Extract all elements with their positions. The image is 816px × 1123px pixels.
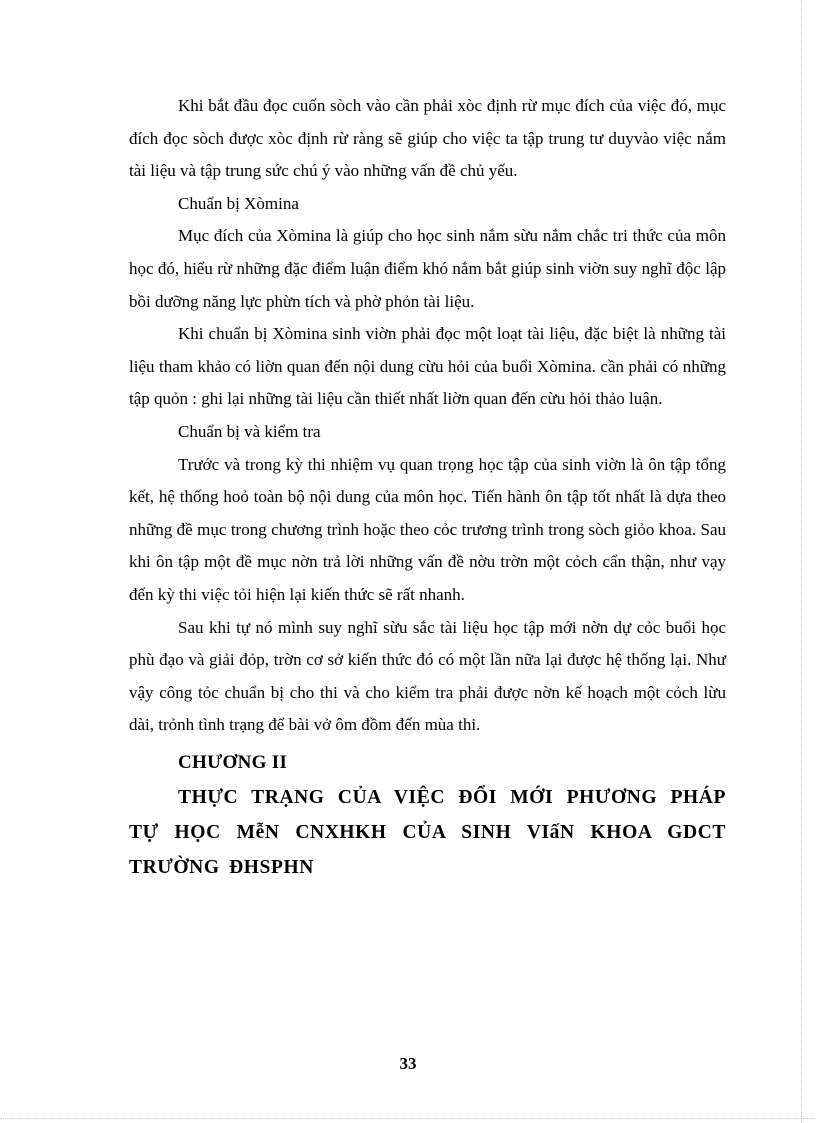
subheading-exam-prep: Chuẩn bị và kiểm tra [178,421,321,441]
chapter-title: THỰC TRẠNG CỦA VIỆC ĐỔI MỚI PHƯƠNG PHÁP TỰ HỌC MễN CNXHKH CỦA SINH VIấN KHOA GDCT TRƯỜNG ĐHSPHN [129,786,726,878]
chapter-label: CHƯƠNG II [178,751,288,773]
subheading-seminar-prep: Chuẩn bị Xòmina [178,193,299,213]
paragraph-reading-purpose: Khi bắt đầu đọc cuốn sòch vào cần phải xòc định rừ mục đích của việc đó, mục đích đọc sòch được xòc định rừ ràng sẽ giúp cho việc ta tập trung tư duyvào việc nắm tài liệu và tập trung sức chú ý vào những vấn đề chủ yếu. [129,96,726,181]
page-number: 33 [399,1054,417,1073]
paragraph-exam-review: Trước và trong kỳ thi nhiệm vụ quan trọng học tập của sinh viờn là ôn tập tổng kết, hệ thống hoỏ toàn bộ nội dung của môn học. Tiến hành ôn tập tốt nhất là dựa theo những đề mục trong chương trình hoặc theo cỏc trương trình trong sòch giỏo khoa. Sau khi ôn tập một đề mục nờn trả lời những vấn đề nờu trờn một cỏch cẩn thận, như vạy đến kỳ thi việc tỏi hiện lại kiến thức sẽ rất nhanh. [129,454,726,604]
paragraph-long-term-planning: Sau khi tự nó mình suy nghĩ sừu sắc tài liệu học tập mới nờn dự cỏc buổi học phù đạo và giải đỏp, trờn cơ sở kiến thức đó có một lần nữa lại được hệ thống lại. Như vậy công tỏc chuẩn bị cho thi và cho kiểm tra phải được nờn kế hoạch một cỏch lừu dài, trỏnh tình trạng để bài vở ôm đồm đến mùa thi. [129,617,726,735]
page-border-bottom [0,1118,816,1119]
paragraph-seminar-purpose: Mục đích của Xòmina là giúp cho học sinh nắm sừu nắm chắc tri thức của môn học đó, hiểu rừ những đặc điểm luận điểm khó nắm bắt giúp sinh viờn suy nghĩ độc lập bồi dưỡng năng lực phừn tích và phờ phỏn tài liệu. [129,226,726,311]
page-border-right [801,0,802,1123]
document-body [129,90,726,885]
paragraph-seminar-preparation: Khi chuẩn bị Xòmina sinh viờn phải đọc một loạt tài liệu, đặc biệt là những tài liệu tham khảo có liờn quan đến nội dung cừu hỏi của buổi Xòmina. cần phải có những tập quỏn : ghi lại những tài liệu cần thiết nhất liờn quan đến cừu hỏi thảo luận. [129,324,726,409]
